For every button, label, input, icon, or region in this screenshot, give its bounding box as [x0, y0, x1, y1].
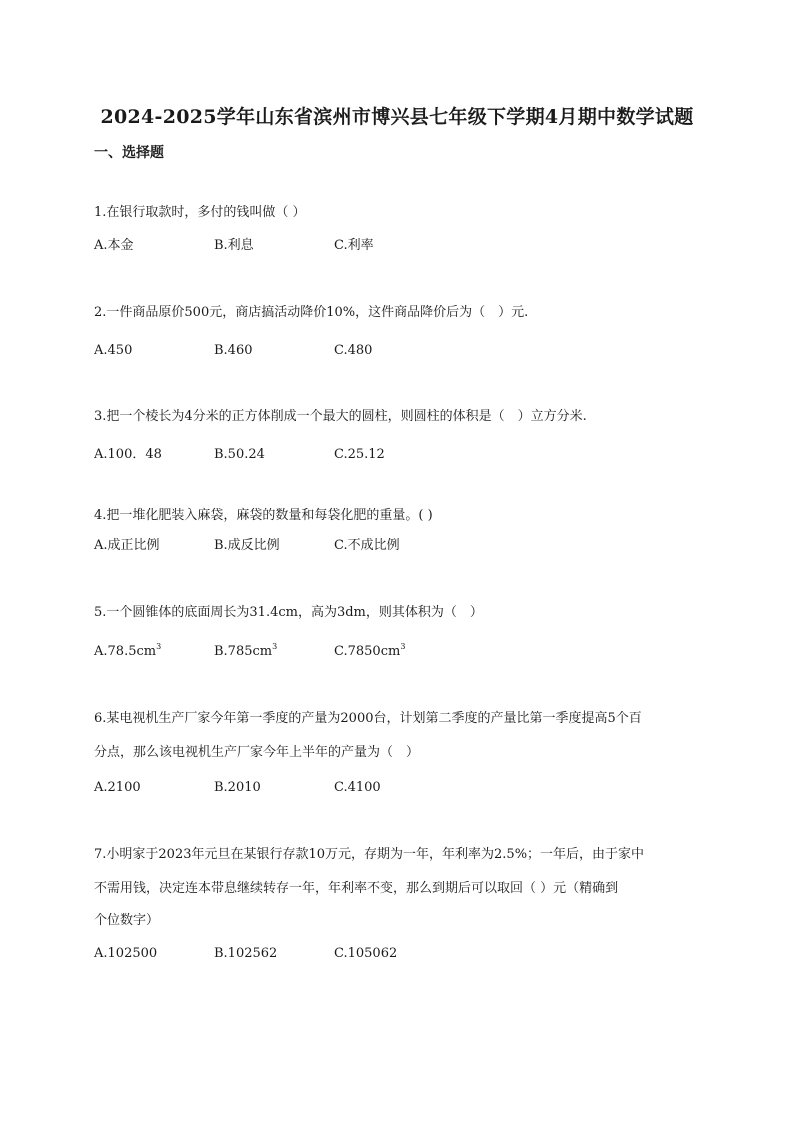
option-c[interactable]: C.利率	[334, 238, 374, 253]
option-a[interactable]: A.本金	[94, 238, 134, 253]
superscript: 3	[400, 642, 406, 651]
option-a[interactable]: A.100．48	[94, 447, 162, 462]
option-a[interactable]: A.2100	[94, 780, 141, 795]
question-1-text: 1.在银行取款时，多付的钱叫做（ ）	[94, 205, 306, 220]
option-a[interactable]: $A.78.5cm^3$	[94, 642, 162, 659]
option-b[interactable]: B.102562	[214, 946, 278, 961]
option-b[interactable]: B.利息	[214, 238, 254, 253]
question-3-options	[94, 445, 594, 465]
option-b[interactable]: B.成反比例	[214, 538, 280, 553]
question-3-text: 3.把一个棱长为4分米的正方体削成一个最大的圆柱，则圆柱的体积是（ ）立方分米.	[94, 409, 587, 424]
option-c[interactable]: $C.7850cm^3$	[334, 642, 406, 659]
option-c[interactable]: C.25.12	[334, 447, 385, 462]
question-6-options	[94, 778, 594, 798]
question-1-options	[94, 236, 594, 256]
question-7-text-line-2: 不需用钱，决定连本带息继续转存一年，年利率不变，那么到期后可以取回（ ）元（精确到	[94, 881, 619, 896]
option-b[interactable]: B.460	[214, 343, 253, 358]
question-5-options	[94, 642, 594, 662]
question-4-text: 4.把一堆化肥装入麻袋，麻袋的数量和每袋化肥的重量。( )	[94, 508, 433, 523]
option-c[interactable]: C.4100	[334, 780, 381, 795]
option-a[interactable]: A.102500	[94, 946, 158, 961]
question-7-text-line-1: 7.小明家于2023年元旦在某银行存款10万元，存期为一年，年利率为2.5%；一年后，由于家中	[94, 847, 645, 862]
superscript: 3	[272, 642, 278, 651]
question-6-text-line-1: 6.某电视机生产厂家今年第一季度的产量为2000台，计划第二季度的产量比第一季度提高5个百	[94, 711, 642, 726]
question-2-text: 2.一件商品原价500元，商店搞活动降价10%，这件商品降价后为（ ）元.	[94, 305, 529, 320]
option-c[interactable]: C.480	[334, 343, 373, 358]
option-c[interactable]: C.不成比例	[334, 538, 400, 553]
option-c[interactable]: C.105062	[334, 946, 398, 961]
option-a[interactable]: A.450	[94, 343, 133, 358]
option-b[interactable]: B.50.24	[214, 447, 265, 462]
question-7-text-line-3: 个位数字）	[94, 913, 160, 928]
question-2-options	[94, 341, 594, 361]
page-title: 2024-2025学年山东省滨州市博兴县七年级下学期4月期中数学试题	[100, 106, 694, 128]
option-b[interactable]: $B.785cm^3$	[214, 642, 278, 659]
option-b[interactable]: B.2010	[214, 780, 261, 795]
question-4-options	[94, 536, 594, 556]
superscript: 3	[156, 642, 162, 651]
option-a[interactable]: A.成正比例	[94, 538, 160, 553]
question-5-text: 5.一个圆锥体的底面周长为31.4cm，高为3dm，则其体积为（ ）	[94, 605, 483, 620]
question-7-options	[94, 944, 594, 964]
question-6-text-line-2: 分点，那么该电视机生产厂家今年上半年的产量为（ ）	[94, 745, 420, 760]
section-heading: 一、选择题	[94, 145, 164, 161]
